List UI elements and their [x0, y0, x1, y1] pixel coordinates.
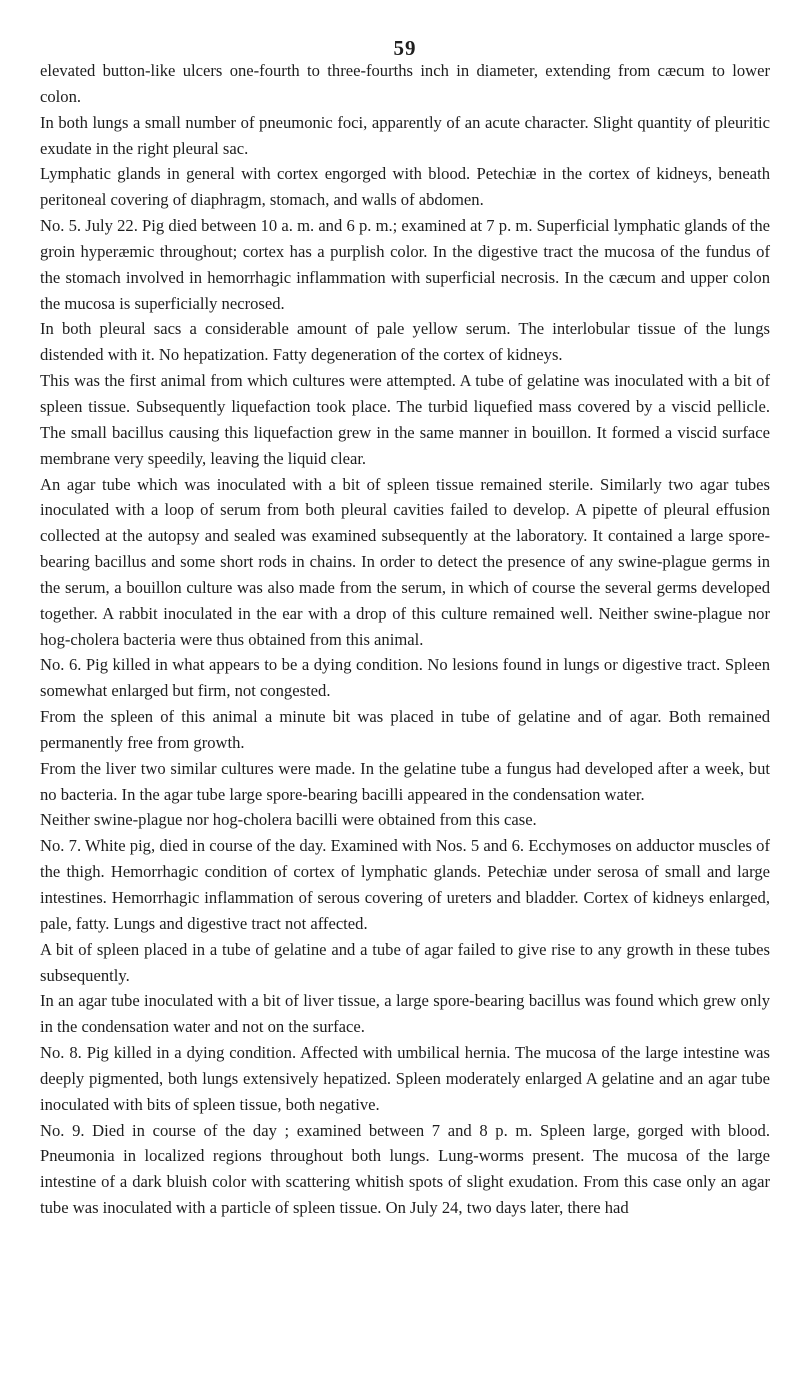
paragraph: An agar tube which was inoculated with a bit of spleen tissue remained sterile. Similarly two agar tubes inoculated with a loop of serum from both pleural cavities failed to develop. A pipette of pleural effusion collected at the autopsy and sealed was examined subsequently at the laboratory. It contained a large spore-bearing bacillus and some short rods in chains. In order to detect the presence of any swine-plague germs in the serum, a bouillon culture was also made from the serum, in which of course the several germs developed together. A rabbit inoculated in the ear with a drop of this culture remained well. Neither swine-plague nor hog-cholera bacteria were thus obtained from this animal.: [40, 474, 770, 649]
paragraph: No. 8. Pig killed in a dying condition. Affected with umbilical hernia. The mucosa of the large intestine was deeply pigmented, both lungs extensively hepatized. Spleen moderately enlarged A gelatine and an agar tube inoculated with bits of spleen tissue, both negative.: [40, 1043, 770, 1114]
paragraph: No. 5. July 22. Pig died between 10 a. m. and 6 p. m.; examined at 7 p. m. Superficial lymphatic glands of the groin hyperæmic throughout; cortex has a purplish color. In the digestive tract the mucosa of the fundus of the stomach involved in hemorrhagic inflammation with superficial necrosis. In the cæcum and upper colon the mucosa is superficially necrosed.: [40, 216, 770, 313]
paragraph: Neither swine-plague nor hog-cholera bacilli were obtained from this case.: [40, 810, 537, 830]
body-text: [40, 58, 770, 1221]
page-number: 59: [393, 36, 417, 60]
paragraph: In both pleural sacs a considerable amount of pale yellow serum. The interlobular tissue of the lungs distended with it. No hepatization. Fatty degeneration of the cortex of kidneys.: [40, 319, 770, 365]
paragraph: elevated button-like ulcers one-fourth to three-fourths inch in diameter, extending from cæcum to lower colon.: [40, 61, 770, 106]
paragraph: In both lungs a small number of pneumonic foci, apparently of an acute character. Slight quantity of pleuritic exudate in the right pleural sac.: [40, 112, 770, 158]
paragraph: In an agar tube inoculated with a bit of liver tissue, a large spore-bearing bacillus was found which grew only in the condensation water and not on the surface.: [40, 991, 770, 1037]
paragraph: From the spleen of this animal a minute bit was placed in tube of gelatine and of agar. Both remained permanently free from growth.: [40, 707, 770, 752]
paragraph: This was the first animal from which cultures were attempted. A tube of gelatine was inoculated with a bit of spleen tissue. Subsequently liquefaction took place. The turbid liquefied mass covered by a viscid pellicle. The small bacillus causing this liquefaction grew in the same manner in bouillon. It formed a viscid surface membrane very speedily, leaving the liquid clear.: [40, 371, 770, 468]
paragraph: A bit of spleen placed in a tube of gelatine and a tube of agar failed to give rise to any growth in these tubes subsequently.: [40, 939, 770, 985]
paragraph: No. 9. Died in course of the day ; examined between 7 and 8 p. m. Spleen large, gorged with blood. Pneumonia in localized regions throughout both lungs. Lung-worms present. The mucosa of the large intestine of a dark bluish color with scattering whitish spots of slight exudation. From this case only an agar tube was inoculated with a particle of spleen tissue. On July 24, two days later, there had: [40, 1120, 770, 1218]
paragraph: No. 6. Pig killed in what appears to be a dying condition. No lesions found in lungs or digestive tract. Spleen somewhat enlarged but firm, not congested.: [40, 655, 770, 701]
paragraph: Lymphatic glands in general with cortex engorged with blood. Petechiæ in the cortex of kidneys, beneath peritoneal covering of diaphragm, stomach, and walls of abdomen.: [40, 164, 770, 210]
paragraph: No. 7. White pig, died in course of the day. Examined with Nos. 5 and 6. Ecchymoses on adductor muscles of the thigh. Hemorrhagic condition of cortex of lymphatic glands. Petechiæ under serosa of small and large intestines. Hemorrhagic inflammation of serous covering of ureters and bladder. Cortex of kidneys enlarged, pale, fatty. Lungs and digestive tract not affected.: [40, 836, 770, 933]
paragraph: From the liver two similar cultures were made. In the gelatine tube a fungus had developed after a week, but no bacteria. In the agar tube large spore-bearing bacilli appeared in the condensation water.: [40, 758, 770, 804]
